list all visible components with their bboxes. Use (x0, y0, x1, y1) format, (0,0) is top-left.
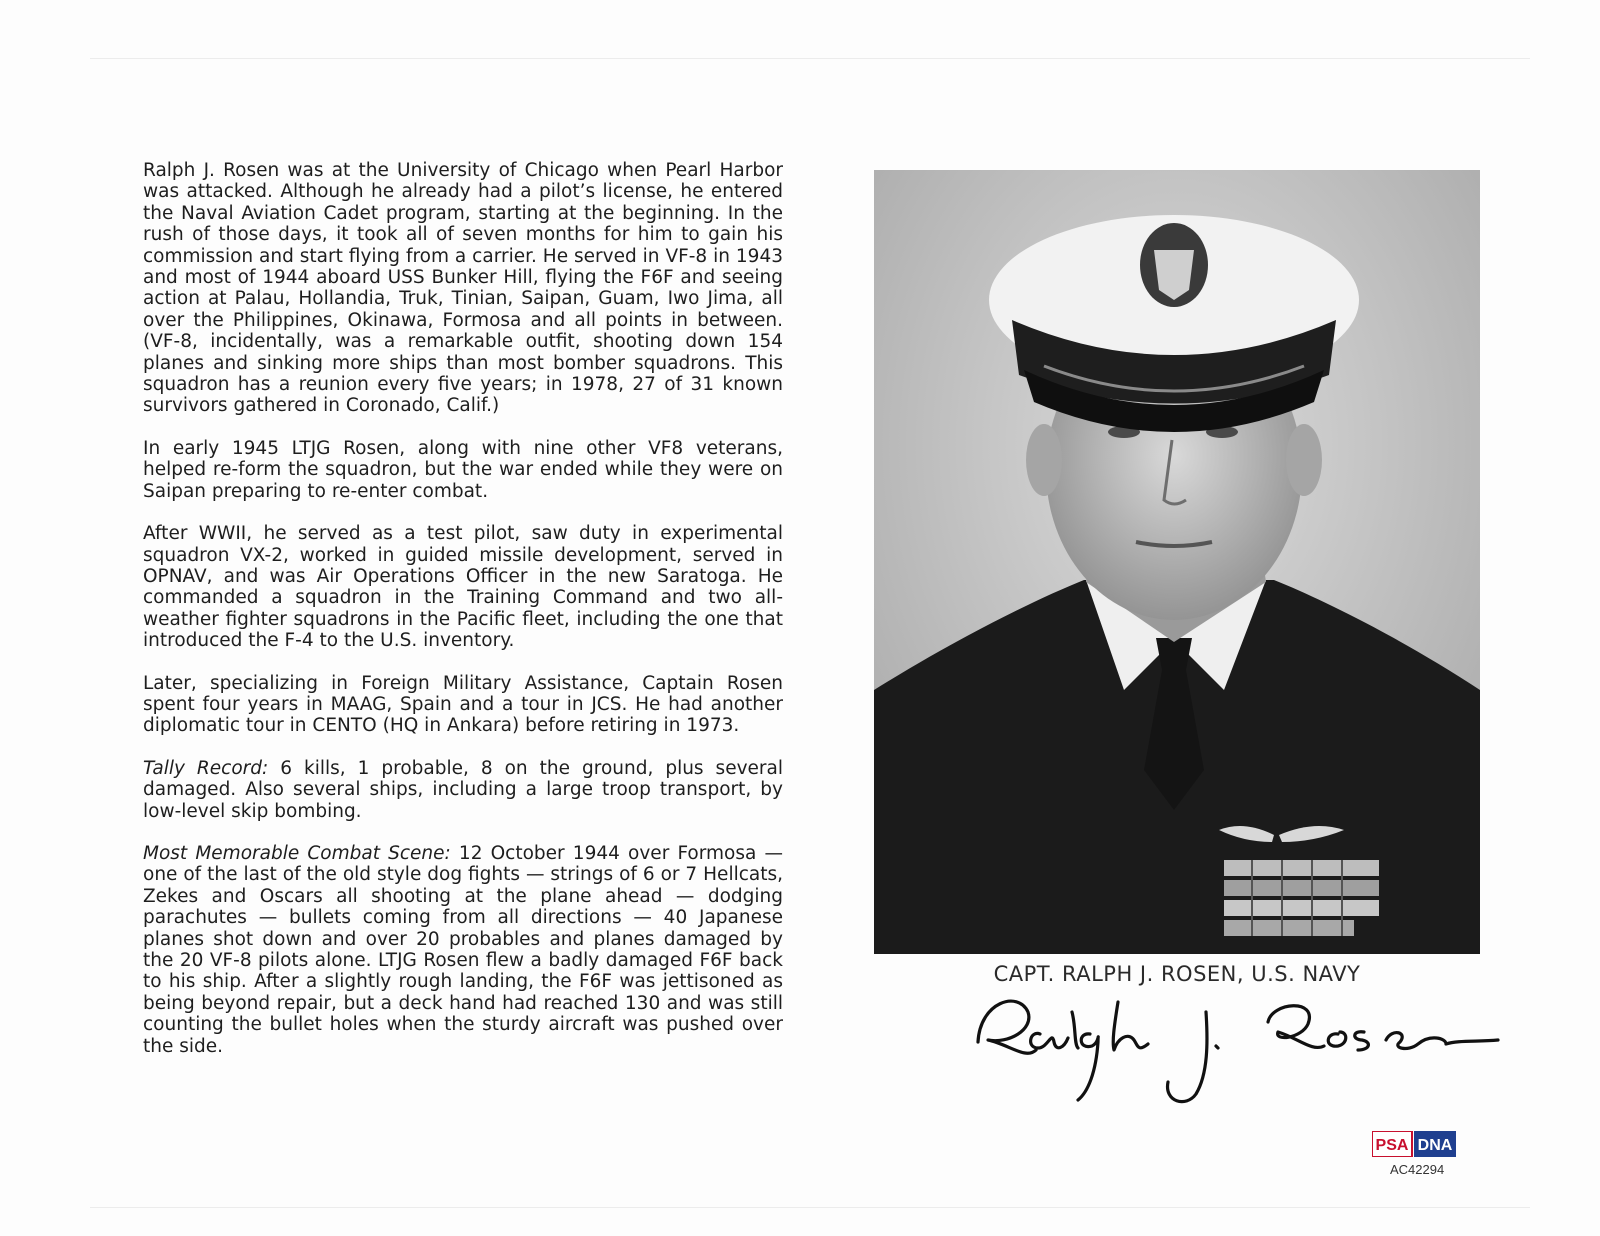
portrait-caption: CAPT. RALPH J. ROSEN, U.S. NAVY (993, 962, 1361, 986)
bio-paragraph-1: Ralph J. Rosen was at the University of Chicago when Pearl Harbor was attacked. Although he already had a pilot’s license, he entered the Naval Aviation Cadet program, starting at the beginning. In the rush of those days, it took all of seven months for him to gain his commission and start flying from a carrier. He served in VF-8 in 1943 and most of 1944 aboard USS Bunker Hill, flying the F6F and seeing action at Palau, Hollandia, Truk, Tinian, Saipan, Guam, Iwo Jima, all over the Philippines, Okinawa, Formosa and all points in between. (VF-8, incidentally, was a remarkable outfit, shooting down 154 planes and sinking more ships than most bomber squadrons. This squadron has a reunion every five years; in 1978, 27 of 31 known survivors gathered in Coronado, Calif.) (143, 160, 783, 417)
memorable-scene-text: 12 October 1944 over Formosa — one of the last of the old style dog fights — strings of 6 or 7 Hellcats, Zekes and Oscars all shooting at the plane ahead — dodging parachutes — bullets coming from all directions — 40 Japanese planes shot down and over 20 probables and planes damaged by the 20 VF-8 pilots alone. LTJG Rosen flew a badly damaged F6F back to his ship. After a slightly rough landing, the F6F was jettisoned as being beyond repair, but a deck hand had reached 130 and was still counting the bullet holes when the sturdy aircraft was pushed over the side. (143, 842, 784, 1057)
paper-edge-top (90, 58, 1530, 59)
biography-text (143, 160, 783, 1078)
certification-number: AC42294 (1390, 1162, 1445, 1177)
tally-record-label: Tally Record: (143, 757, 269, 779)
bio-paragraph-2: In early 1945 LTJG Rosen, along with nine other VF8 veterans, helped re-form the squadron, but the war ended while they were on Saipan preparing to re-enter combat. (143, 437, 783, 502)
right-ear (1286, 424, 1322, 496)
memorable-scene-label: Most Memorable Combat Scene: (143, 842, 451, 864)
paper-edge-bottom (90, 1207, 1530, 1208)
psa-logo-text: PSA (1375, 1137, 1409, 1154)
psa-dna-authentication-logo (1372, 1131, 1456, 1157)
autograph-signature (968, 982, 1508, 1112)
bio-paragraph-3: After WWII, he served as a test pilot, saw duty in experimental squadron VX-2, worked in guided missile development, served in OPNAV, and was Air Operations Officer in the new Saratoga. He commanded a squadron in the Training Command and two all-weather fighter squadrons in the Pacific fleet, including the one that introduced the F-4 to the U.S. inventory. (143, 523, 783, 652)
portrait-illustration (874, 170, 1480, 954)
tally-record-paragraph (143, 758, 783, 822)
bio-paragraph-4: Later, specializing in Foreign Military Assistance, Captain Rosen spent four years in MAAG, Spain and a tour in JCS. He had another diplomatic tour in CENTO (HQ in Ankara) before retiring in 1973. (143, 672, 783, 737)
memorable-scene-paragraph (143, 843, 783, 1057)
dna-logo-text: DNA (1417, 1137, 1453, 1154)
tally-record-text: 6 kills, 1 probable, 8 on the ground, plus several damaged. Also several ships, including a large troop transport, by low-level skip bombing. (143, 757, 783, 822)
left-ear (1026, 424, 1062, 496)
portrait-photo (874, 170, 1480, 954)
